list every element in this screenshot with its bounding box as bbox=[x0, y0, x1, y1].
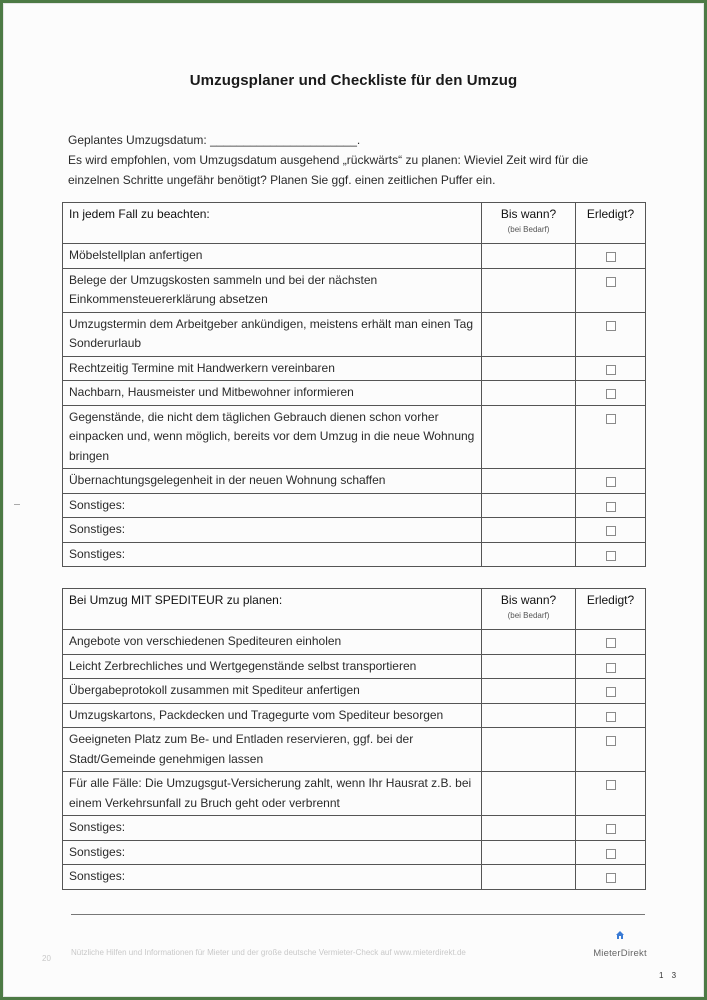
header-when-label: Bis wann? bbox=[500, 593, 557, 607]
done-cell bbox=[576, 518, 646, 543]
table-row bbox=[63, 865, 646, 890]
done-cell bbox=[576, 268, 646, 312]
task-text: Sonstiges: bbox=[63, 816, 482, 841]
due-date-cell[interactable] bbox=[482, 703, 576, 728]
header-done: Erledigt? bbox=[576, 589, 646, 630]
due-date-cell[interactable] bbox=[482, 840, 576, 865]
due-date-cell[interactable] bbox=[482, 493, 576, 518]
page-number: 1 3 bbox=[659, 971, 680, 980]
checkbox[interactable] bbox=[606, 551, 616, 561]
checkbox[interactable] bbox=[606, 873, 616, 883]
task-text: Geeigneten Platz zum Be- und Entladen reservieren, ggf. bei der Stadt/Gemeinde genehmigen lassen bbox=[63, 728, 482, 772]
margin-mark bbox=[14, 504, 20, 505]
done-cell bbox=[576, 654, 646, 679]
checkbox[interactable] bbox=[606, 638, 616, 648]
checkbox[interactable] bbox=[606, 849, 616, 859]
task-text: Für alle Fälle: Die Umzugsgut-Versicherung zahlt, wenn Ihr Hausrat z.B. bei einem Verkehrsunfall zu Bruch geht oder verbrennt bbox=[63, 772, 482, 816]
table-row bbox=[63, 840, 646, 865]
page-title: Umzugsplaner und Checkliste für den Umzug bbox=[189, 72, 518, 89]
checkbox[interactable] bbox=[606, 414, 616, 424]
document-page bbox=[3, 3, 704, 997]
done-cell bbox=[576, 679, 646, 704]
task-text: Möbelstellplan anfertigen bbox=[63, 244, 482, 269]
task-text: Sonstiges: bbox=[63, 493, 482, 518]
due-date-cell[interactable] bbox=[482, 816, 576, 841]
checkbox[interactable] bbox=[606, 736, 616, 746]
header-task: Bei Umzug MIT SPEDITEUR zu planen: bbox=[63, 589, 482, 630]
intro-line-3: einzelnen Schritte ungefähr benötigt? Planen Sie ggf. einen zeitlichen Puffer ein. bbox=[68, 173, 496, 187]
table-row bbox=[63, 405, 646, 469]
table-row bbox=[63, 518, 646, 543]
task-text: Übergabeprotokoll zusammen mit Spediteur anfertigen bbox=[63, 679, 482, 704]
task-text: Umzugstermin dem Arbeitgeber ankündigen, meistens erhält man einen Tag Sonderurlaub bbox=[63, 312, 482, 356]
footer-text: Nützliche Hilfen und Informationen für Mieter und der große deutsche Vermieter-Check auf www.mieterdirekt.de bbox=[71, 948, 466, 957]
table-row bbox=[63, 816, 646, 841]
checklist-table-general bbox=[62, 202, 646, 567]
task-text: Leicht Zerbrechliches und Wertgegenstände selbst transportieren bbox=[63, 654, 482, 679]
table-row bbox=[63, 493, 646, 518]
done-cell bbox=[576, 816, 646, 841]
task-text: Nachbarn, Hausmeister und Mitbewohner informieren bbox=[63, 381, 482, 406]
header-when-sub: (bei Bedarf) bbox=[507, 611, 550, 620]
header-task: In jedem Fall zu beachten: bbox=[63, 203, 482, 244]
intro-text bbox=[68, 130, 648, 190]
due-date-cell[interactable] bbox=[482, 679, 576, 704]
task-text: Umzugskartons, Packdecken und Tragegurte vom Spediteur besorgen bbox=[63, 703, 482, 728]
due-date-cell[interactable] bbox=[482, 381, 576, 406]
done-cell bbox=[576, 630, 646, 655]
done-cell bbox=[576, 840, 646, 865]
task-text: Sonstiges: bbox=[63, 542, 482, 567]
done-cell bbox=[576, 312, 646, 356]
header-when bbox=[482, 203, 576, 244]
done-cell bbox=[576, 405, 646, 469]
intro-line-2: Es wird empfohlen, vom Umzugsdatum ausgehend „rückwärts“ zu planen: Wieviel Zeit wird für die bbox=[68, 153, 589, 167]
due-date-cell[interactable] bbox=[482, 356, 576, 381]
checkbox[interactable] bbox=[606, 277, 616, 287]
task-text: Belege der Umzugskosten sammeln und bei der nächsten Einkommensteuererklärung absetzen bbox=[63, 268, 482, 312]
due-date-cell[interactable] bbox=[482, 469, 576, 494]
checkbox[interactable] bbox=[606, 502, 616, 512]
task-text: Sonstiges: bbox=[63, 518, 482, 543]
checkbox[interactable] bbox=[606, 526, 616, 536]
brand-name: MieterDirekt bbox=[593, 948, 647, 959]
table-row bbox=[63, 772, 646, 816]
done-cell bbox=[576, 381, 646, 406]
table-row bbox=[63, 679, 646, 704]
due-date-cell[interactable] bbox=[482, 654, 576, 679]
due-date-cell[interactable] bbox=[482, 772, 576, 816]
table-row bbox=[63, 268, 646, 312]
done-cell bbox=[576, 728, 646, 772]
done-cell bbox=[576, 493, 646, 518]
header-when-label: Bis wann? bbox=[500, 207, 557, 221]
checkbox[interactable] bbox=[606, 780, 616, 790]
task-text: Gegenstände, die nicht dem täglichen Gebrauch dienen schon vorher einpacken und, wenn möglich, bereits vor dem Umzug in die neue Wohnung bringen bbox=[63, 405, 482, 469]
done-cell bbox=[576, 244, 646, 269]
done-cell bbox=[576, 356, 646, 381]
checkbox[interactable] bbox=[606, 824, 616, 834]
done-cell bbox=[576, 542, 646, 567]
due-date-cell[interactable] bbox=[482, 312, 576, 356]
table-row bbox=[63, 381, 646, 406]
due-date-cell[interactable] bbox=[482, 542, 576, 567]
table-header-row bbox=[63, 589, 646, 630]
checkbox[interactable] bbox=[606, 252, 616, 262]
table-row bbox=[63, 630, 646, 655]
table-row bbox=[63, 469, 646, 494]
checkbox[interactable] bbox=[606, 321, 616, 331]
header-done: Erledigt? bbox=[576, 203, 646, 244]
checkbox[interactable] bbox=[606, 365, 616, 375]
house-icon bbox=[615, 930, 625, 940]
table-header-row bbox=[63, 203, 646, 244]
table-row bbox=[63, 703, 646, 728]
table-row bbox=[63, 654, 646, 679]
due-date-cell[interactable] bbox=[482, 268, 576, 312]
task-text: Sonstiges: bbox=[63, 865, 482, 890]
due-date-cell[interactable] bbox=[482, 518, 576, 543]
table-row bbox=[63, 542, 646, 567]
footer-left-number: 20 bbox=[42, 954, 51, 963]
due-date-cell[interactable] bbox=[482, 630, 576, 655]
done-cell bbox=[576, 703, 646, 728]
table-row bbox=[63, 356, 646, 381]
checkbox[interactable] bbox=[606, 477, 616, 487]
checkbox[interactable] bbox=[606, 687, 616, 697]
done-cell bbox=[576, 469, 646, 494]
due-date-cell[interactable] bbox=[482, 728, 576, 772]
due-date-cell[interactable] bbox=[482, 405, 576, 469]
table-row bbox=[63, 244, 646, 269]
header-when bbox=[482, 589, 576, 630]
moving-date-line: Geplantes Umzugsdatum: ______________________. bbox=[68, 133, 361, 147]
header-when-sub: (bei Bedarf) bbox=[507, 225, 550, 234]
checkbox[interactable] bbox=[606, 663, 616, 673]
table-row bbox=[63, 728, 646, 772]
task-text: Übernachtungsgelegenheit in der neuen Wohnung schaffen bbox=[63, 469, 482, 494]
checkbox[interactable] bbox=[606, 712, 616, 722]
due-date-cell[interactable] bbox=[482, 244, 576, 269]
table-row bbox=[63, 312, 646, 356]
footer-divider bbox=[71, 914, 645, 915]
task-text: Angebote von verschiedenen Spediteuren einholen bbox=[63, 630, 482, 655]
task-text: Sonstiges: bbox=[63, 840, 482, 865]
done-cell bbox=[576, 772, 646, 816]
task-text: Rechtzeitig Termine mit Handwerkern vereinbaren bbox=[63, 356, 482, 381]
brand-logo bbox=[589, 930, 651, 961]
done-cell bbox=[576, 865, 646, 890]
due-date-cell[interactable] bbox=[482, 865, 576, 890]
checklist-table-mover bbox=[62, 588, 646, 890]
checkbox[interactable] bbox=[606, 389, 616, 399]
